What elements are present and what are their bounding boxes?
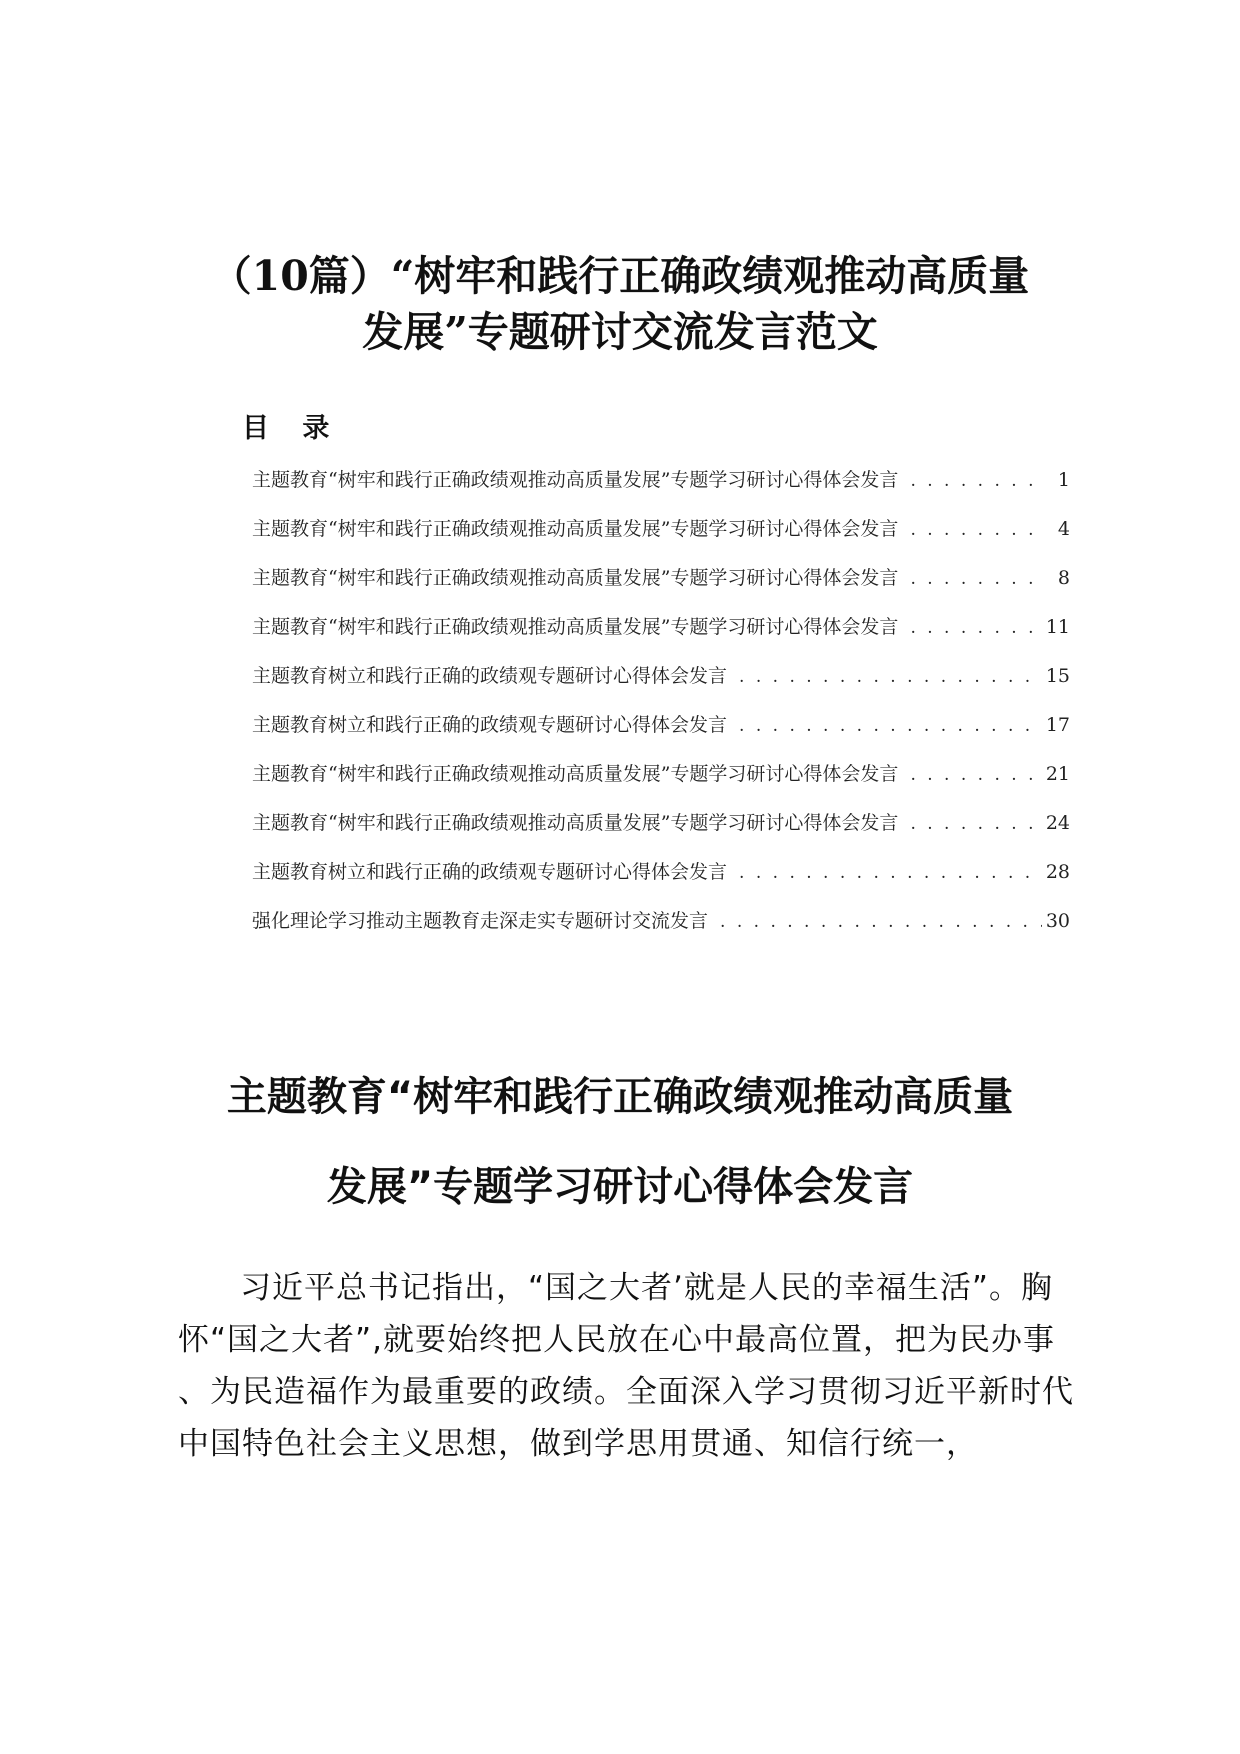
toc-leader-dots xyxy=(910,814,1041,834)
toc-entry[interactable] xyxy=(252,563,1070,612)
toc-entry-label: 主题教育树立和践行正确的政绩观专题研讨心得体会发言 xyxy=(252,861,728,883)
toc-entry-label: 主题教育“树牢和践行正确政绩观推动高质量发展”专题学习研讨心得体会发言 xyxy=(252,616,899,638)
toc-entry-label: 主题教育树立和践行正确的政绩观专题研讨心得体会发言 xyxy=(252,665,728,687)
toc-entry[interactable] xyxy=(252,710,1070,759)
toc-leader-dots xyxy=(910,520,1044,540)
toc-entry[interactable] xyxy=(252,857,1070,906)
toc-leader-dots xyxy=(720,912,1042,932)
toc-entry-page: 8 xyxy=(1057,567,1070,589)
toc-entry[interactable] xyxy=(252,514,1070,563)
section-title-line1: 主题教育“树牢和践行正确政绩观推动高质量 xyxy=(226,1074,1014,1120)
document-title xyxy=(150,248,1090,360)
toc-entry-page: 21 xyxy=(1045,763,1070,785)
table-of-contents xyxy=(252,465,1070,955)
toc-entry-page: 17 xyxy=(1045,714,1070,736)
toc-entry-label: 主题教育树立和践行正确的政绩观专题研讨心得体会发言 xyxy=(252,714,728,736)
toc-entry-label: 主题教育“树牢和践行正确政绩观推动高质量发展”专题学习研讨心得体会发言 xyxy=(252,763,899,785)
toc-entry-label: 主题教育“树牢和践行正确政绩观推动高质量发展”专题学习研讨心得体会发言 xyxy=(252,567,899,589)
toc-entry[interactable] xyxy=(252,906,1070,955)
toc-entry-label: 主题教育“树牢和践行正确政绩观推动高质量发展”专题学习研讨心得体会发言 xyxy=(252,469,899,491)
toc-entry-label: 主题教育“树牢和践行正确政绩观推动高质量发展”专题学习研讨心得体会发言 xyxy=(252,518,899,540)
toc-leader-dots xyxy=(739,667,1042,687)
body-paragraph: 习近平总书记指出，“国之大者’就是人民的幸福生活”。胸怀“国之大者”,就要始终把人民放在心中最高位置，把为民办事 、为民造福作为最重要的政绩。全面深入学习贯彻习近平新时代中国特色社会主义思想，做到学思用贯通、知信行统一， xyxy=(178,1270,1074,1462)
toc-entry-page: 24 xyxy=(1045,812,1070,834)
toc-leader-dots xyxy=(739,716,1042,736)
toc-entry-page: 1 xyxy=(1057,469,1070,491)
document-title-line1: （10篇）“树牢和践行正确政绩观推动高质量 xyxy=(210,252,1030,300)
toc-entry-page: 28 xyxy=(1045,861,1070,883)
toc-entry[interactable] xyxy=(252,661,1070,710)
toc-entry[interactable] xyxy=(252,808,1070,857)
toc-leader-dots xyxy=(910,765,1041,785)
toc-heading: 目 录 xyxy=(242,413,342,444)
toc-leader-dots xyxy=(910,618,1041,638)
toc-entry-label: 强化理论学习推动主题教育走深走实专题研讨交流发言 xyxy=(252,910,709,932)
toc-entry[interactable] xyxy=(252,465,1070,514)
toc-entry-page: 11 xyxy=(1045,616,1070,638)
toc-leader-dots xyxy=(910,471,1044,491)
toc-leader-dots xyxy=(739,863,1042,883)
toc-entry-label: 主题教育“树牢和践行正确政绩观推动高质量发展”专题学习研讨心得体会发言 xyxy=(252,812,899,834)
toc-leader-dots xyxy=(910,569,1044,589)
section-title xyxy=(140,1052,1100,1232)
toc-entry[interactable] xyxy=(252,612,1070,661)
document-title-line2: 发展”专题研讨交流发言范文 xyxy=(362,308,878,356)
toc-entry-page: 30 xyxy=(1045,910,1070,932)
toc-entry[interactable] xyxy=(252,759,1070,808)
section-title-line2: 发展”专题学习研讨心得体会发言 xyxy=(326,1164,914,1210)
toc-entry-page: 15 xyxy=(1045,665,1070,687)
toc-entry-page: 4 xyxy=(1057,518,1070,540)
